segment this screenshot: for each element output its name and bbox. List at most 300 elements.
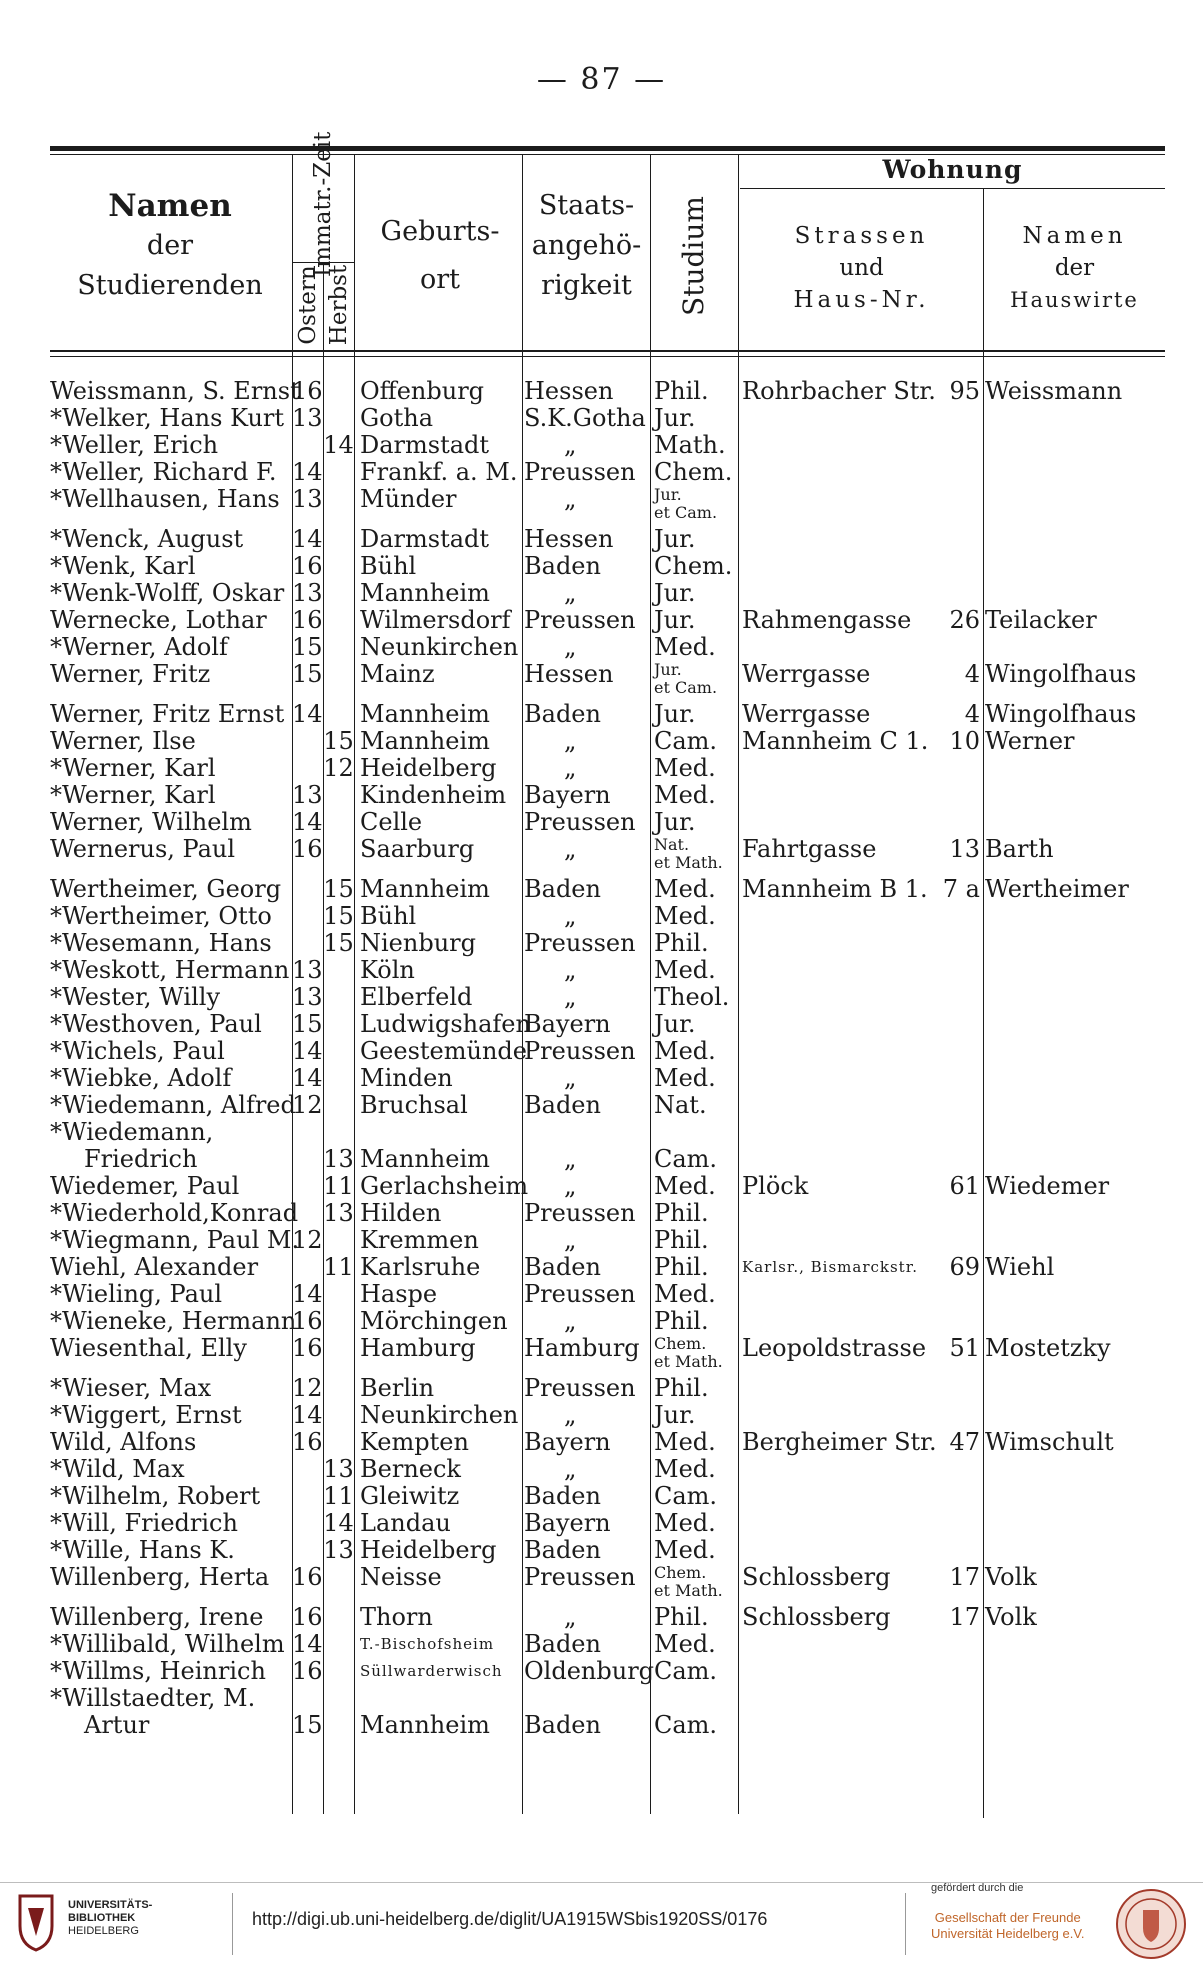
immatr-herbst: 15 (323, 902, 354, 930)
field-of-study: Chem. et Math. (654, 1564, 734, 1600)
house-number: 17 (949, 1563, 980, 1591)
immatr-ostern: 16 (292, 1307, 323, 1335)
birthplace: Celle (360, 808, 423, 836)
student-name: *Wenck, August (50, 525, 244, 553)
citizenship: „ (564, 1455, 577, 1483)
table-row (0, 1631, 1203, 1658)
field-of-study: Cam. (654, 1711, 718, 1739)
header-hausnr: Haus-Nr. (793, 287, 930, 313)
field-of-study: Jur. (654, 808, 696, 836)
birthplace: Ludwigshafen (360, 1010, 531, 1038)
table-row (0, 1564, 1203, 1604)
student-name: *Wild, Max (50, 1455, 185, 1483)
birthplace: Berneck (360, 1455, 461, 1483)
university-seal-icon (1115, 1888, 1187, 1960)
citizenship: Preussen (524, 808, 636, 836)
house-number: 61 (949, 1172, 980, 1200)
house-number: 13 (949, 835, 980, 863)
header-bottom-thin-rule (50, 356, 1165, 357)
field-of-study: Chem. et Math. (654, 1335, 734, 1371)
street-address: Schlossberg (742, 1563, 891, 1591)
birthplace: Münder (360, 485, 457, 513)
birthplace: Mannheim (360, 700, 490, 728)
field-of-study: Cam. (654, 1482, 718, 1510)
field-of-study: Nat. et Math. (654, 836, 734, 872)
citizenship: Hessen (524, 525, 614, 553)
header-und: und (839, 255, 884, 281)
birthplace: Hamburg (360, 1334, 476, 1362)
student-name: *Wertheimer, Otto (50, 902, 272, 930)
immatr-ostern: 15 (292, 1010, 323, 1038)
landlord-name: Werner (985, 727, 1075, 755)
field-of-study: Med. (654, 1455, 716, 1483)
field-of-study: Phil. (654, 1307, 709, 1335)
table-row (0, 1011, 1203, 1038)
student-name: *Weller, Erich (50, 431, 219, 459)
table-row (0, 1483, 1203, 1510)
student-name: *Werner, Karl (50, 781, 216, 809)
table-row (0, 1092, 1203, 1119)
citizenship: „ (564, 1401, 577, 1429)
field-of-study: Chem. (654, 458, 733, 486)
field-of-study: Theol. (654, 983, 730, 1011)
birthplace: Darmstadt (360, 431, 490, 459)
field-of-study: Phil. (654, 377, 709, 405)
citizenship: „ (564, 485, 577, 513)
table-row (0, 1429, 1203, 1456)
student-name: Weissmann, S. Ernst (50, 377, 300, 405)
table-row (0, 1604, 1203, 1631)
citizenship: „ (564, 633, 577, 661)
field-of-study: Med. (654, 1280, 716, 1308)
field-of-study-continuation: et Math. (654, 1352, 723, 1371)
citizenship: Preussen (524, 1199, 636, 1227)
citizenship: Baden (524, 1711, 601, 1739)
header-der: der (146, 230, 194, 261)
house-number: 7 a (942, 875, 980, 903)
field-of-study: Jur. (654, 1010, 696, 1038)
field-of-study: Med. (654, 633, 716, 661)
table-row (0, 1537, 1203, 1564)
field-of-study: Jur. (654, 1401, 696, 1429)
citizenship: Baden (524, 1253, 601, 1281)
student-name: *Wilhelm, Robert (50, 1482, 261, 1510)
student-name: *Weskott, Hermann (50, 956, 290, 984)
table-row (0, 1173, 1203, 1200)
citizenship: Baden (524, 1482, 601, 1510)
immatr-ostern: 16 (292, 552, 323, 580)
immatr-herbst: 14 (323, 431, 354, 459)
birthplace: Heidelberg (360, 754, 497, 782)
student-name: *Werner, Adolf (50, 633, 228, 661)
student-name: *Willms, Heinrich (50, 1657, 266, 1685)
citizenship: „ (564, 754, 577, 782)
immatr-ostern: 16 (292, 377, 323, 405)
library-logo-icon (12, 1892, 60, 1952)
sponsor-name: Gesellschaft der Freunde Universität Heidelberg e.V. (931, 1910, 1085, 1941)
immatr-ostern: 14 (292, 1064, 323, 1092)
header-ostern: Ostern (295, 265, 321, 345)
immatr-herbst: 13 (323, 1536, 354, 1564)
immatr-ostern: 12 (292, 1091, 323, 1119)
immatr-ostern: 15 (292, 660, 323, 688)
house-number: 47 (949, 1428, 980, 1456)
street-address: Werrgasse (742, 660, 871, 688)
birthplace: Bühl (360, 902, 417, 930)
street-address: Plöck (742, 1172, 809, 1200)
student-name: Artur (84, 1711, 150, 1739)
house-number: 95 (949, 377, 980, 405)
landlord-name: Volk (985, 1563, 1037, 1591)
landlord-name: Teilacker (985, 606, 1097, 634)
table-row (0, 903, 1203, 930)
field-of-study-continuation: et Math. (654, 853, 723, 872)
field-of-study: Phil. (654, 1253, 709, 1281)
student-name: *Wiegmann, Paul M. (50, 1226, 300, 1254)
student-name: *Wiederhold,Konrad (50, 1199, 299, 1227)
citizenship: Baden (524, 1536, 601, 1564)
citizenship: Preussen (524, 929, 636, 957)
immatr-ostern: 16 (292, 835, 323, 863)
immatr-herbst: 11 (323, 1172, 354, 1200)
field-of-study: Jur. (654, 525, 696, 553)
birthplace: Bruchsal (360, 1091, 468, 1119)
birthplace: Mainz (360, 660, 435, 688)
student-name: *Wesemann, Hans (50, 929, 272, 957)
table-row (0, 701, 1203, 728)
student-name: *Weller, Richard F. (50, 458, 277, 486)
table-row (0, 486, 1203, 526)
immatr-ostern: 14 (292, 1037, 323, 1065)
student-name: Willenberg, Irene (50, 1603, 264, 1631)
citizenship: „ (564, 983, 577, 1011)
immatr-herbst: 12 (323, 754, 354, 782)
immatr-herbst: 13 (323, 1145, 354, 1173)
header-bottom-rule (50, 350, 1165, 352)
field-of-study: Jur. et Cam. (654, 661, 734, 697)
citizenship: Preussen (524, 1037, 636, 1065)
birthplace: Mannheim (360, 875, 490, 903)
house-number: 17 (949, 1603, 980, 1631)
citizenship: „ (564, 1064, 577, 1092)
field-of-study: Med. (654, 1509, 716, 1537)
table-row (0, 1375, 1203, 1402)
immatr-ostern: 13 (292, 579, 323, 607)
student-name: Werner, Fritz (50, 660, 211, 688)
street-address: Mannheim B 1. (742, 875, 928, 903)
header-staats: Staats- (538, 190, 635, 221)
landlord-name: Wingolfhaus (985, 660, 1137, 688)
citizenship: Oldenburg (524, 1657, 655, 1685)
house-number: 10 (949, 727, 980, 755)
street-address: Schlossberg (742, 1603, 891, 1631)
field-of-study: Med. (654, 875, 716, 903)
table-row (0, 1510, 1203, 1537)
student-name: Werner, Wilhelm (50, 808, 252, 836)
house-number: 51 (949, 1334, 980, 1362)
field-of-study: Cam. (654, 1657, 718, 1685)
birthplace: Gleiwitz (360, 1482, 460, 1510)
student-name: Wernerus, Paul (50, 835, 236, 863)
citizenship: Hamburg (524, 1334, 640, 1362)
immatr-ostern: 14 (292, 1401, 323, 1429)
library-name: UNIVERSITÄTS- BIBLIOTHEK HEIDELBERG (68, 1899, 153, 1937)
table-row (0, 755, 1203, 782)
landlord-name: Mostetzky (985, 1334, 1111, 1362)
citizenship: „ (564, 1603, 577, 1631)
header-der2: der (1054, 255, 1095, 281)
citizenship: Hessen (524, 377, 614, 405)
immatr-herbst: 14 (323, 1509, 354, 1537)
header-studium: Studium (677, 196, 710, 316)
field-of-study: Med. (654, 956, 716, 984)
student-name: *Werner, Karl (50, 754, 216, 782)
student-name: *Welker, Hans Kurt (50, 404, 285, 432)
street-address: Rahmengasse (742, 606, 912, 634)
landlord-name: Wiehl (985, 1253, 1055, 1281)
birthplace: Gerlachsheim (360, 1172, 529, 1200)
table-row (0, 1119, 1203, 1146)
citizenship: Baden (524, 552, 601, 580)
field-of-study: Chem. (654, 552, 733, 580)
header-strassen: Strassen (794, 223, 929, 249)
table-row (0, 526, 1203, 553)
immatr-herbst: 15 (323, 875, 354, 903)
citizenship: Preussen (524, 1374, 636, 1402)
immatr-ostern: 15 (292, 633, 323, 661)
student-name: *Wenk, Karl (50, 552, 196, 580)
header-hauswirte: Hauswirte (1010, 288, 1139, 312)
header-wohnung: Wohnung (882, 155, 1023, 184)
table-row (0, 634, 1203, 661)
birthplace: Berlin (360, 1374, 435, 1402)
street-address: Fahrtgasse (742, 835, 877, 863)
field-of-study: Jur. (654, 700, 696, 728)
immatr-ostern: 16 (292, 1603, 323, 1631)
immatr-ostern: 14 (292, 700, 323, 728)
birthplace: Kindenheim (360, 781, 507, 809)
field-of-study: Med. (654, 1064, 716, 1092)
table-row (0, 553, 1203, 580)
table-row (0, 1685, 1203, 1712)
citizenship: Baden (524, 1630, 601, 1658)
birthplace: Neunkirchen (360, 633, 519, 661)
landlord-name: Weissmann (985, 377, 1123, 405)
street-address: Leopoldstrasse (742, 1334, 927, 1362)
field-of-study: Phil. (654, 1226, 709, 1254)
birthplace: Mörchingen (360, 1307, 508, 1335)
immatr-herbst: 11 (323, 1253, 354, 1281)
birthplace: Landau (360, 1509, 451, 1537)
field-of-study: Jur. (654, 404, 696, 432)
table-row (0, 876, 1203, 903)
table-row (0, 809, 1203, 836)
table-row (0, 580, 1203, 607)
street-address: Karlsr., Bismarckstr. (742, 1258, 919, 1276)
student-table-body (0, 378, 1203, 1739)
immatr-ostern: 14 (292, 1280, 323, 1308)
field-of-study: Phil. (654, 1603, 709, 1631)
citizenship: S.K.Gotha (524, 404, 646, 432)
immatr-ostern: 16 (292, 1657, 323, 1685)
immatr-ostern: 16 (292, 1334, 323, 1362)
house-number: 69 (949, 1253, 980, 1281)
student-name: Friedrich (84, 1145, 198, 1173)
immatr-ostern: 15 (292, 1711, 323, 1739)
citizenship: „ (564, 1307, 577, 1335)
birthplace: Haspe (360, 1280, 438, 1308)
landlord-name: Volk (985, 1603, 1037, 1631)
birthplace: Köln (360, 956, 415, 984)
field-of-study: Cam. (654, 1145, 718, 1173)
citizenship: Preussen (524, 1563, 636, 1591)
birthplace: Mannheim (360, 1711, 490, 1739)
street-address: Werrgasse (742, 700, 871, 728)
header-immatr-zeit: Immatr.-Zeit (310, 131, 336, 277)
field-of-study: Med. (654, 1536, 716, 1564)
header-geburtsort: Geburts- ort (380, 216, 500, 295)
immatr-ostern: 13 (292, 983, 323, 1011)
table-row (0, 836, 1203, 876)
student-name: Werner, Fritz Ernst (50, 700, 285, 728)
citizenship: „ (564, 1145, 577, 1173)
table-row (0, 782, 1203, 809)
birthplace: Geestemünde (360, 1037, 527, 1065)
student-name: Wild, Alfons (50, 1428, 197, 1456)
birthplace: Wilmersdorf (360, 606, 511, 634)
citizenship: Preussen (524, 606, 636, 634)
birthplace: Gotha (360, 404, 434, 432)
field-of-study: Phil. (654, 929, 709, 957)
birthplace: T.-Bischofsheim (360, 1635, 495, 1653)
citizenship: Bayern (524, 781, 611, 809)
field-of-study: Jur. (654, 606, 696, 634)
immatr-ostern: 13 (292, 404, 323, 432)
student-name: Wiedemer, Paul (50, 1172, 240, 1200)
immatr-ostern: 14 (292, 1630, 323, 1658)
footer-separator (905, 1893, 906, 1955)
student-name: *Willstaedter, M. (50, 1684, 256, 1712)
sponsor-lead: gefördert durch die (931, 1882, 1024, 1894)
citizenship: Preussen (524, 1280, 636, 1308)
birthplace: Minden (360, 1064, 453, 1092)
field-of-study: Med. (654, 902, 716, 930)
header-namen2: Namen (1022, 223, 1127, 249)
table-row (0, 930, 1203, 957)
student-name: *Wiebke, Adolf (50, 1064, 232, 1092)
student-name: *Wille, Hans K. (50, 1536, 235, 1564)
field-of-study: Med. (654, 1428, 716, 1456)
citizenship: Hessen (524, 660, 614, 688)
citizenship: „ (564, 1226, 577, 1254)
student-name: *Wieneke, Hermann (50, 1307, 297, 1335)
citizenship: „ (564, 956, 577, 984)
birthplace: Neunkirchen (360, 1401, 519, 1429)
student-name: Wiesenthal, Elly (50, 1334, 247, 1362)
student-name: *Wiedemann, (50, 1118, 214, 1146)
student-name: *Wiedemann, Alfred (50, 1091, 296, 1119)
student-name: *Wellhausen, Hans (50, 485, 280, 513)
immatr-ostern: 16 (292, 606, 323, 634)
street-address: Bergheimer Str. (742, 1428, 937, 1456)
field-of-study-continuation: et Cam. (654, 503, 718, 522)
field-of-study: Med. (654, 1037, 716, 1065)
birthplace: Nienburg (360, 929, 476, 957)
table-row (0, 1146, 1203, 1173)
field-of-study: Cam. (654, 727, 718, 755)
street-address: Mannheim C 1. (742, 727, 929, 755)
birthplace: Hilden (360, 1199, 442, 1227)
birthplace: Frankf. a. M. (360, 458, 518, 486)
student-name: *Wieling, Paul (50, 1280, 223, 1308)
student-name: *Willibald, Wilhelm (50, 1630, 285, 1658)
birthplace: Kremmen (360, 1226, 479, 1254)
birthplace: Saarburg (360, 835, 475, 863)
landlord-name: Barth (985, 835, 1054, 863)
header-angehoe: angehö- (531, 230, 642, 261)
immatr-ostern: 12 (292, 1226, 323, 1254)
citizenship: „ (564, 727, 577, 755)
immatr-ostern: 13 (292, 956, 323, 984)
immatr-ostern: 16 (292, 1563, 323, 1591)
footer-separator (232, 1893, 233, 1955)
birthplace: Heidelberg (360, 1536, 497, 1564)
student-name: Willenberg, Herta (50, 1563, 270, 1591)
field-of-study: Phil. (654, 1199, 709, 1227)
table-row (0, 1335, 1203, 1375)
street-address: Rohrbacher Str. (742, 377, 936, 405)
house-number: 4 (964, 700, 980, 728)
field-of-study-continuation: et Cam. (654, 678, 718, 697)
citizenship: „ (564, 835, 577, 863)
immatr-herbst: 13 (323, 1199, 354, 1227)
immatr-ostern: 13 (292, 485, 323, 513)
header-rigkeit: rigkeit (541, 270, 632, 301)
birthplace: Darmstadt (360, 525, 490, 553)
citizenship: „ (564, 902, 577, 930)
source-url-link[interactable]: http://digi.ub.uni-heidelberg.de/diglit/UA1915WSbis1920SS/0176 (252, 1909, 768, 1929)
table-row (0, 432, 1203, 459)
birthplace: Kempten (360, 1428, 469, 1456)
immatr-herbst: 15 (323, 929, 354, 957)
student-name: *Wieser, Max (50, 1374, 212, 1402)
field-of-study: Med. (654, 1172, 716, 1200)
house-number: 4 (964, 660, 980, 688)
birthplace: Offenburg (360, 377, 485, 405)
table-row (0, 1254, 1203, 1281)
landlord-name: Wiedemer (985, 1172, 1110, 1200)
citizenship: Bayern (524, 1428, 611, 1456)
immatr-ostern: 14 (292, 525, 323, 553)
student-name: *Westhoven, Paul (50, 1010, 262, 1038)
student-name: Wernecke, Lothar (50, 606, 267, 634)
table-row (0, 661, 1203, 701)
immatr-ostern: 14 (292, 808, 323, 836)
field-of-study: Med. (654, 754, 716, 782)
table-row (0, 607, 1203, 634)
student-name: *Wichels, Paul (50, 1037, 225, 1065)
student-name: Wertheimer, Georg (50, 875, 282, 903)
student-name: Werner, Ilse (50, 727, 196, 755)
table-row (0, 1281, 1203, 1308)
house-number: 26 (949, 606, 980, 634)
immatr-ostern: 14 (292, 458, 323, 486)
birthplace: Süllwarderwisch (360, 1662, 503, 1680)
birthplace: Mannheim (360, 1145, 490, 1173)
field-of-study: Phil. (654, 1374, 709, 1402)
table-row (0, 459, 1203, 486)
student-name: *Wiggert, Ernst (50, 1401, 242, 1429)
